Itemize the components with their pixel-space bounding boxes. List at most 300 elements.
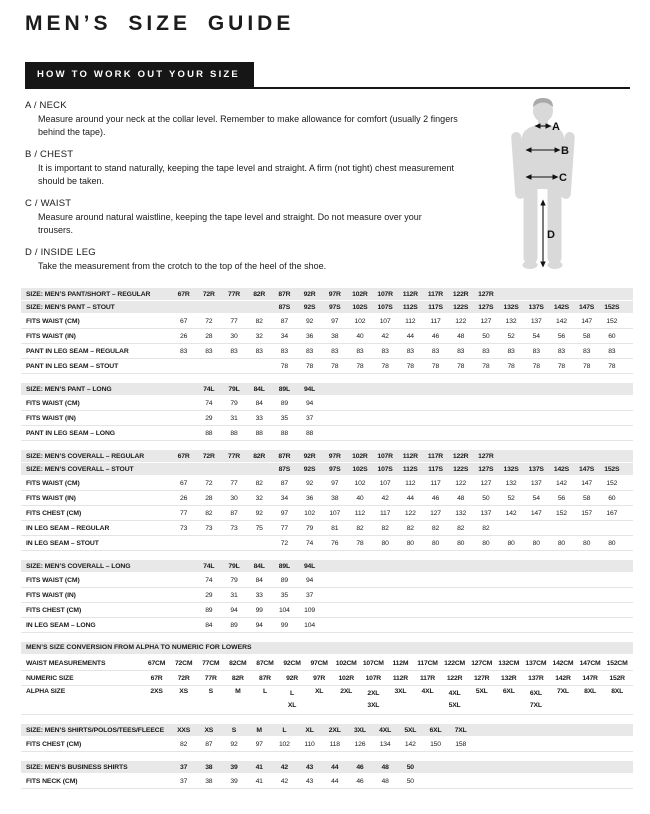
cell: 102 xyxy=(278,740,290,748)
cell: 152 xyxy=(606,479,618,487)
table-row xyxy=(21,383,633,395)
cell: 158 xyxy=(455,740,467,748)
cell: 102 xyxy=(354,317,366,325)
tables-area xyxy=(21,288,633,798)
cell: 117 xyxy=(430,479,441,487)
cell: 137CM xyxy=(525,659,547,667)
cell: 92CM xyxy=(283,659,301,667)
cell: 77CM xyxy=(202,659,220,667)
label-c: C xyxy=(559,172,567,184)
cell: 122S xyxy=(453,465,469,473)
cell: 94L xyxy=(303,562,316,570)
cell: 3XL xyxy=(394,688,407,695)
cell: 117 xyxy=(379,509,391,517)
cell: 74 xyxy=(205,399,213,407)
cell: 31 xyxy=(230,414,238,422)
cell: 122S xyxy=(453,303,469,311)
cell: 78 xyxy=(356,539,364,547)
cell: 112M xyxy=(392,659,409,667)
mens-shirts-polos-tees-fleece-table xyxy=(21,724,633,752)
cell: 150 xyxy=(430,740,441,748)
row-label: SIZE: MEN’S COVERALL – STOUT xyxy=(26,465,134,473)
table-row xyxy=(21,314,633,329)
row-label: IN LEG SEAM – STOUT xyxy=(26,539,99,547)
instruction-heading: C / WAIST xyxy=(25,198,72,209)
cell: 147CM xyxy=(579,659,601,667)
cell: 37 xyxy=(305,591,314,599)
cell: 83 xyxy=(507,347,515,355)
cell: 147 xyxy=(581,317,592,325)
cell: 30 xyxy=(230,332,238,340)
instruction-inside-leg xyxy=(25,247,485,273)
cell: 78 xyxy=(482,362,490,370)
cell: 78 xyxy=(356,362,364,370)
cell: 32 xyxy=(255,332,263,340)
cell: 84 xyxy=(205,621,213,629)
cell: 67R xyxy=(177,290,190,298)
cell: 72R xyxy=(202,290,215,298)
cell: 56 xyxy=(557,494,565,502)
cell: 39 xyxy=(230,763,238,771)
cell: 89 xyxy=(205,606,213,614)
cell: 80 xyxy=(431,539,440,547)
cell: 42 xyxy=(381,332,389,340)
mens-coverall-long-table xyxy=(21,560,633,633)
cell: 83 xyxy=(457,347,465,355)
cell: 83 xyxy=(230,347,238,355)
instruction-text: It is important to stand naturally, keeping the tape level and straight. A firm (not tight) chest measurement should be taken. xyxy=(38,163,455,186)
cell: 117R xyxy=(427,452,443,460)
table-row xyxy=(21,426,633,441)
cell: 87R xyxy=(258,674,271,682)
cell: 8XL xyxy=(611,688,624,695)
cell: 75 xyxy=(255,524,263,532)
cell: 88 xyxy=(280,429,288,437)
cell: 42 xyxy=(280,763,288,771)
cell: 99 xyxy=(280,621,288,629)
cell: 77 xyxy=(280,524,288,532)
cell: 7XL xyxy=(557,688,569,695)
cell: 67R xyxy=(177,452,190,460)
cell: 107 xyxy=(379,479,391,487)
cell: 82 xyxy=(255,479,263,487)
table-row xyxy=(21,288,633,300)
cell: 80 xyxy=(457,539,465,547)
cell: 31 xyxy=(230,591,238,599)
cell: 50 xyxy=(406,777,414,785)
cell: 72 xyxy=(280,539,288,547)
cell: 147R xyxy=(582,674,598,682)
cell: 36 xyxy=(305,332,314,340)
cell: 122 xyxy=(455,479,467,487)
cell: 97CM xyxy=(310,659,328,667)
cell: 137S xyxy=(528,465,544,473)
cell: 77 xyxy=(230,479,238,487)
cell: 82 xyxy=(255,317,263,325)
cell: 5XL xyxy=(404,726,417,734)
cell: 77R xyxy=(228,290,240,298)
cell: L xyxy=(262,688,267,695)
cell: 92R xyxy=(303,290,316,298)
cell: 83 xyxy=(381,347,389,355)
cell: 107R xyxy=(377,290,393,298)
cell: 32 xyxy=(255,494,263,502)
mens-business-shirts-table xyxy=(21,761,633,789)
row-label: SIZE: MEN’S PANT – STOUT xyxy=(26,303,115,311)
cell: 82 xyxy=(431,524,440,532)
table-row xyxy=(21,774,633,789)
cell: 42 xyxy=(381,494,389,502)
cell: 67 xyxy=(180,479,188,487)
cell: 4XL 5XL xyxy=(448,690,461,709)
cell: 50 xyxy=(482,332,490,340)
cell: 152R xyxy=(609,674,625,682)
cell: XL xyxy=(314,688,324,695)
cell: 89 xyxy=(280,399,288,407)
cell: 26 xyxy=(180,332,188,340)
cell: 82 xyxy=(457,524,465,532)
cell: 157 xyxy=(581,509,592,517)
table-row xyxy=(21,450,633,462)
cell: 44 xyxy=(406,494,414,502)
row-label: FITS WAIST (CM) xyxy=(26,317,80,325)
cell: 137S xyxy=(528,303,544,311)
cell: 82R xyxy=(253,452,266,460)
cell: 142 xyxy=(505,509,517,517)
cell: L XL xyxy=(287,690,297,709)
cell: M xyxy=(235,688,241,695)
table-row xyxy=(21,491,633,506)
cell: 58 xyxy=(583,494,591,502)
row-label: FITS NECK (CM) xyxy=(26,777,78,785)
cell: 78 xyxy=(557,362,565,370)
cell: 37 xyxy=(305,414,314,422)
cell: 82R xyxy=(253,290,266,298)
instruction-heading: D / INSIDE LEG xyxy=(25,247,96,258)
cell: 46 xyxy=(356,777,364,785)
cell: 97S xyxy=(328,465,341,473)
cell: 83 xyxy=(305,347,314,355)
cell: 117S xyxy=(428,303,443,311)
cell: 38 xyxy=(331,332,339,340)
cell: 147S xyxy=(579,465,595,473)
table-row xyxy=(21,329,633,344)
cell: 102 xyxy=(304,509,315,517)
cell: 82R xyxy=(231,674,244,682)
cell: 78 xyxy=(305,362,314,370)
row-label: FITS WAIST (IN) xyxy=(26,591,76,599)
banner-rule xyxy=(25,62,630,89)
row-label: SIZE: MEN’S COVERALL – LONG xyxy=(26,562,131,570)
instruction-heading: B / CHEST xyxy=(25,149,74,160)
mens-pant-short-table xyxy=(21,288,633,374)
cell: 132S xyxy=(503,465,519,473)
cell: 147 xyxy=(530,509,542,517)
cell: 72 xyxy=(205,479,213,487)
cell: 97R xyxy=(313,674,326,682)
cell: 29 xyxy=(205,414,213,422)
cell: 77R xyxy=(228,452,240,460)
cell: 81 xyxy=(331,524,339,532)
cell: 92 xyxy=(305,479,314,487)
cell: 79 xyxy=(230,576,238,584)
cell: 46 xyxy=(431,494,440,502)
row-label: FITS WAIST (IN) xyxy=(26,414,76,422)
cell: 112 xyxy=(405,479,416,487)
cell: 35 xyxy=(280,591,288,599)
cell: 80 xyxy=(381,539,389,547)
cell: 127S xyxy=(478,465,494,473)
cell: 94 xyxy=(305,399,314,407)
cell: 122R xyxy=(446,674,463,682)
cell: 97R xyxy=(328,290,341,298)
cell: 2XL xyxy=(340,688,353,695)
row-label: PANT IN LEG SEAM – LONG xyxy=(26,429,115,437)
cell: 109 xyxy=(304,606,315,614)
cell: 38 xyxy=(205,777,213,785)
instruction-waist xyxy=(25,198,485,237)
cell: 5XL xyxy=(475,688,488,695)
table-row xyxy=(21,588,633,603)
cell: 112R xyxy=(402,452,418,460)
table-row xyxy=(21,737,633,752)
cell: 89L xyxy=(278,562,290,570)
mens-pant-long-table xyxy=(21,383,633,441)
cell: 127 xyxy=(480,317,492,325)
cell: 132 xyxy=(505,317,517,325)
cell: 2XL 3XL xyxy=(367,690,380,709)
cell: 102S xyxy=(352,465,368,473)
cell: 46 xyxy=(431,332,440,340)
cell: 78 xyxy=(280,362,288,370)
row-label: FITS WAIST (IN) xyxy=(26,494,76,502)
cell: 112R xyxy=(392,674,408,682)
cell: 82 xyxy=(180,740,188,748)
cell: 80 xyxy=(532,539,540,547)
cell: 127R xyxy=(478,452,494,460)
table-row xyxy=(21,656,633,671)
cell: 122 xyxy=(404,509,416,517)
cell: 102R xyxy=(352,290,368,298)
cell: 94L xyxy=(303,385,316,393)
table-row xyxy=(21,603,633,618)
cell: 87R xyxy=(278,452,291,460)
cell: 152CM xyxy=(606,659,628,667)
cell: 28 xyxy=(205,494,213,502)
cell: 83 xyxy=(205,347,213,355)
row-label: SIZE: MEN’S SHIRTS/POLOS/TEES/FLEECE xyxy=(26,726,165,734)
cell: 34 xyxy=(280,494,288,502)
table-row xyxy=(21,761,633,773)
cell: 127 xyxy=(430,509,441,517)
row-label: SIZE: MEN’S PANT/SHORT – REGULAR xyxy=(26,290,151,298)
cell: 83 xyxy=(583,347,591,355)
cell: 46 xyxy=(356,763,364,771)
cell: 83 xyxy=(557,347,565,355)
cell: 78 xyxy=(431,362,440,370)
cell: 33 xyxy=(255,591,263,599)
cell: 152 xyxy=(606,317,618,325)
cell: 33 xyxy=(255,414,263,422)
cell: 117R xyxy=(419,674,436,682)
cell: 147S xyxy=(579,303,595,311)
instruction-text: Take the measurement from the crotch to the top of the heel of the shoe. xyxy=(38,261,327,271)
cell: 78 xyxy=(331,362,339,370)
cell: 74L xyxy=(203,385,215,393)
table-row xyxy=(21,411,633,426)
instruction-text: Measure around your neck at the collar level. Remember to make allowance for comfort (usually 2 fingers behind the tape). xyxy=(38,114,458,137)
cell: 73 xyxy=(230,524,238,532)
cell: 78 xyxy=(583,362,591,370)
cell: 102R xyxy=(352,452,368,460)
cell: 122R xyxy=(452,452,469,460)
cell: 82 xyxy=(406,524,414,532)
row-label: NUMERIC SIZE xyxy=(26,674,74,682)
cell: 102 xyxy=(354,479,366,487)
cell: 84 xyxy=(255,576,263,584)
row-label: SIZE: MEN’S BUSINESS SHIRTS xyxy=(26,763,128,771)
cell: 6XL xyxy=(502,688,515,695)
cell: S xyxy=(231,726,237,734)
cell: 56 xyxy=(557,332,565,340)
cell: 97 xyxy=(255,740,263,748)
row-label: FITS WAIST (IN) xyxy=(26,332,76,340)
cell: 102R xyxy=(338,674,354,682)
cell: 142 xyxy=(556,317,567,325)
cell: 26 xyxy=(180,494,188,502)
instruction-chest xyxy=(25,149,485,188)
label-b: B xyxy=(561,145,569,157)
cell: 94 xyxy=(305,576,314,584)
table-row xyxy=(21,536,633,551)
page-title: MEN’S SIZE GUIDE xyxy=(25,12,295,35)
row-label: IN LEG SEAM – REGULAR xyxy=(26,524,110,532)
cell: 92S xyxy=(303,303,316,311)
cell: 74 xyxy=(205,576,213,584)
table-row xyxy=(21,618,633,633)
cell: 77 xyxy=(230,317,238,325)
cell: 82 xyxy=(381,524,389,532)
cell: 35 xyxy=(280,414,288,422)
cell: 80 xyxy=(507,539,515,547)
cell: 87 xyxy=(280,317,288,325)
cell: 132CM xyxy=(498,659,520,667)
cell: 79L xyxy=(228,562,240,570)
cell: 41 xyxy=(255,777,263,785)
cell: 97 xyxy=(280,509,288,517)
cell: 89 xyxy=(280,576,288,584)
cell: 107S xyxy=(377,465,393,473)
cell: 112 xyxy=(354,509,366,517)
table-row xyxy=(21,359,633,374)
row-label: FITS WAIST (CM) xyxy=(26,576,80,584)
mens-size-conversion-table xyxy=(21,642,633,715)
row-label: SIZE: MEN’S PANT – LONG xyxy=(26,385,112,393)
cell: 29 xyxy=(205,591,213,599)
row-label: SIZE: MEN’S COVERALL – REGULAR xyxy=(26,452,145,460)
cell: 88 xyxy=(205,429,213,437)
cell: 107R xyxy=(365,674,382,682)
row-label: FITS WAIST (CM) xyxy=(26,399,80,407)
cell: 77 xyxy=(180,509,188,517)
cell: 6XL xyxy=(429,726,442,734)
cell: 152 xyxy=(556,509,567,517)
row-label: WAIST MEASUREMENTS xyxy=(26,659,106,667)
cell: 67CM xyxy=(147,659,166,667)
cell: 112R xyxy=(402,290,418,298)
cell: 41 xyxy=(255,763,263,771)
cell: 84 xyxy=(255,399,263,407)
cell: 73 xyxy=(205,524,213,532)
cell: XS xyxy=(204,726,214,734)
cell: 72R xyxy=(177,674,190,682)
cell: 54 xyxy=(532,494,540,502)
cell: 80 xyxy=(583,539,591,547)
cell: XL xyxy=(305,726,314,734)
cell: 80 xyxy=(406,539,414,547)
cell: 39 xyxy=(230,777,238,785)
body-measurement-figure-icon xyxy=(490,92,615,274)
cell: 83 xyxy=(180,347,188,355)
cell: 127R xyxy=(473,674,490,682)
cell: 4XL xyxy=(379,726,392,734)
instruction-heading: A / NECK xyxy=(25,100,67,111)
label-a: A xyxy=(552,121,560,133)
table-row xyxy=(21,396,633,411)
cell: 87 xyxy=(280,479,288,487)
cell: 78 xyxy=(406,362,414,370)
cell: 79 xyxy=(230,399,238,407)
cell: 83 xyxy=(280,347,288,355)
cell: 60 xyxy=(608,332,616,340)
cell: 82 xyxy=(205,509,213,517)
cell: 48 xyxy=(381,777,389,785)
cell: 127CM xyxy=(471,659,493,667)
cell: 152S xyxy=(604,303,620,311)
cell: 88 xyxy=(255,429,263,437)
cell: 72 xyxy=(205,317,213,325)
instruction-neck xyxy=(25,100,485,139)
cell: 82CM xyxy=(229,659,247,667)
cell: 127S xyxy=(478,303,494,311)
cell: 104 xyxy=(304,621,315,629)
cell: 122CM xyxy=(444,659,466,667)
cell: 84L xyxy=(253,385,265,393)
cell: 137 xyxy=(480,509,492,517)
cell: 72CM xyxy=(174,659,193,667)
cell: 83 xyxy=(331,347,339,355)
cell: S xyxy=(208,688,213,695)
cell: 117 xyxy=(430,317,441,325)
cell: 137R xyxy=(528,674,544,682)
cell: XS xyxy=(179,688,188,695)
cell: 2XS xyxy=(150,688,163,695)
cell: 83 xyxy=(608,347,616,355)
cell: 83 xyxy=(431,347,440,355)
cell: 112 xyxy=(405,317,416,325)
cell: 127R xyxy=(478,290,494,298)
cell: 88 xyxy=(305,429,314,437)
table-row xyxy=(21,560,633,572)
cell: 2XL xyxy=(328,726,341,734)
cell: 78 xyxy=(532,362,540,370)
row-label: FITS CHEST (CM) xyxy=(26,740,82,748)
cell: 52 xyxy=(507,494,515,502)
table-row xyxy=(21,301,633,313)
cell: 60 xyxy=(608,494,616,502)
cell: 36 xyxy=(305,494,314,502)
instruction-text: Measure around natural waistline, keeping the tape level and straight. Do not measure over your trousers. xyxy=(38,212,422,235)
